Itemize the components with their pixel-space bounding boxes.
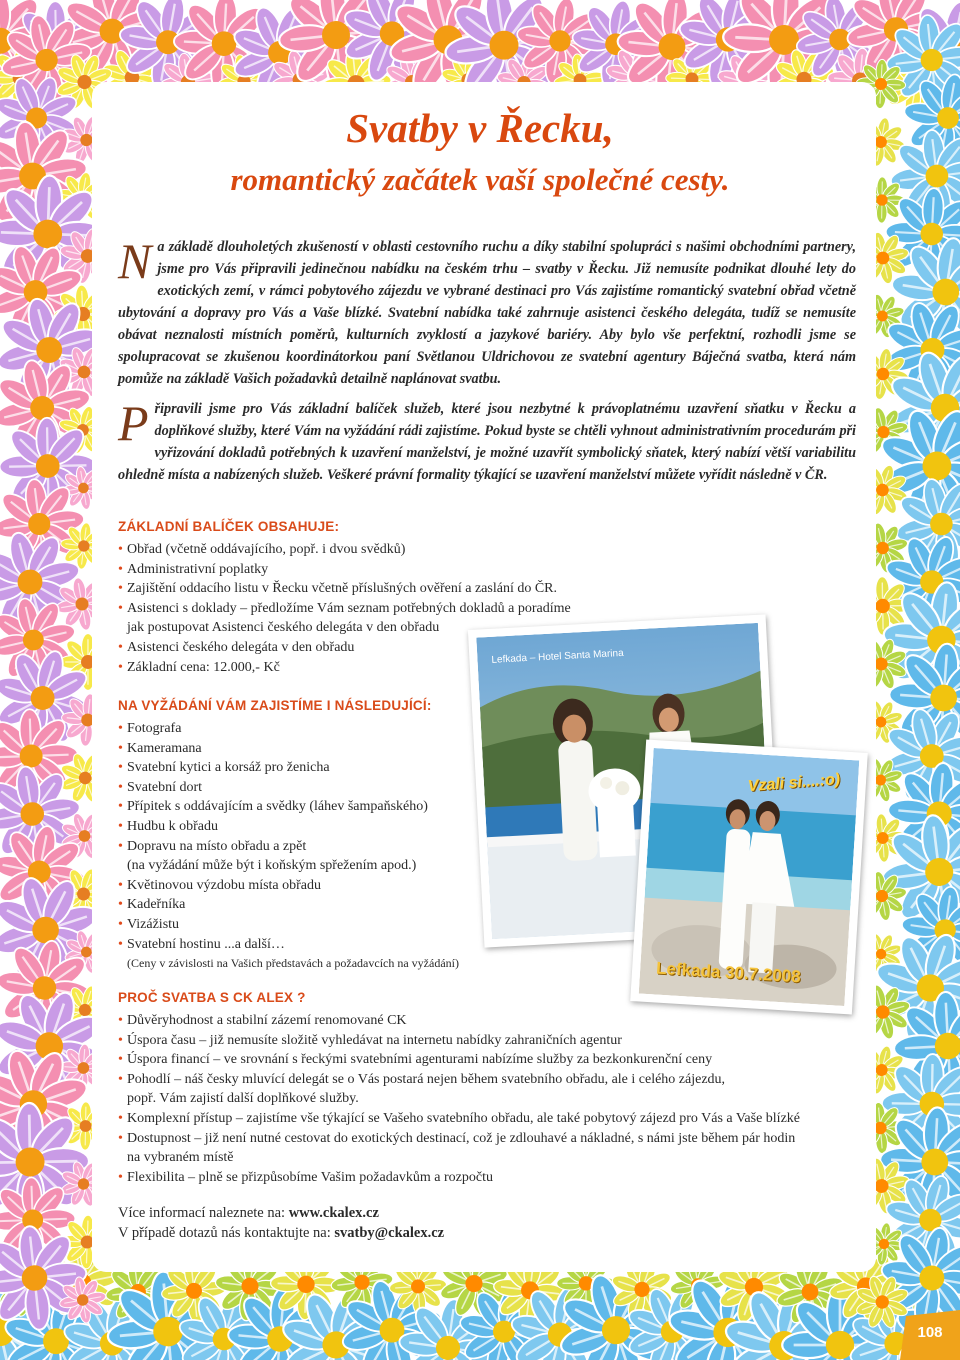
list-item: • Asistenci s doklady – předložíme Vám seznam potřebných dokladů a poradíme xyxy=(118,599,658,619)
why-heading: PROČ SVATBA S CK ALEX ? xyxy=(118,990,306,1005)
contact-web-line xyxy=(118,1203,444,1223)
page-title: Svatby v Řecku, xyxy=(346,105,614,151)
list-item: • Flexibilita – plně se přizpůsobíme Vašim požadavkům a rozpočtu xyxy=(118,1168,858,1188)
list-item: • Vizážistu xyxy=(118,915,498,935)
list-item: (na vyžádání může být i koňským spřežením apod.) xyxy=(127,858,417,874)
list-item: • Kameramana xyxy=(118,739,498,759)
intro-paragraph-2-text: řipravili jsme pro Vás základní balíček služeb, které jsou nezbytné k právoplatnému uzavření sňatku v Řecku a doplňkové služby, které Vám na vyžádání rádi zajistíme. Pokud byste se chtěli vyhnout administrativním procedurám při vyřizování dokladů potřebných k uzavření manželství, je možné uzavřít symbolický sňatek, který nabízí větší variabilitu ohledně místa a nabízených služeb. Veškeré právní formality týkající se uzavření manželství můžete vyřídit následně v ČR. xyxy=(118,401,856,483)
dropcap-p: P xyxy=(118,395,149,451)
list-item: • Důvěryhodnost a stabilní zázemí renomované CK xyxy=(118,1011,858,1031)
list-item: • Komplexní přístup – zajistíme vše týkající se Vašeho svatebního obřadu, ale také pobytový zájezd pro Vás a Vaše blízké xyxy=(118,1109,858,1129)
list-item: • Kadeřníka xyxy=(118,895,498,915)
page-subtitle: romantický začátek vaší společné cesty. xyxy=(230,162,730,197)
contact-email-label: V případě dotazů nás kontaktujte na: xyxy=(118,1225,335,1241)
list-item: popř. Vám zajistí další doplňkové služby. xyxy=(127,1091,359,1107)
list-item: • Úspora času – již nemusíte složitě vyhledávat na internetu nabídky zahraničních agentur xyxy=(118,1031,858,1051)
on-request-heading: NA VYŽÁDÁNÍ VÁM ZAJISTÍME I NÁSLEDUJÍCÍ: xyxy=(118,698,432,713)
list-item: • Asistenci českého delegáta v den obřadu xyxy=(118,638,658,658)
photo-beach-caption: Lefkada 30.7.2008 xyxy=(655,958,802,987)
basic-package-heading: ZÁKLADNÍ BALÍČEK OBSAHUJE: xyxy=(118,519,340,534)
intro-paragraph-2 xyxy=(118,395,856,486)
intro-paragraph-1 xyxy=(118,233,856,390)
list-item: • Svatební kytici a korsáž pro ženicha xyxy=(118,758,498,778)
list-item: • Obřad (včetně oddávajícího, popř. i dvou svědků) xyxy=(118,540,658,560)
list-item: • Dostupnost – již není nutné cestovat do exotických destinací, což je zdlouhavé a nákladné, s námi jste během pár hodin xyxy=(118,1129,858,1149)
page-number: 108 xyxy=(917,1324,943,1341)
photo-beach-tag: Vzali si....:o) xyxy=(746,770,841,796)
contact-block xyxy=(118,1203,444,1243)
intro-paragraph-1-text: a základě dlouholetých zkušeností v oblasti cestovního ruchu a díky stabilní spolupráci s našimi obchodními partnery, jsme pro Vás připravili jedinečnou nabídku na českém trhu – svatby v Řecku. Již nemusíte podnikat dlouhé lety do exotických zemí, v rámci pobytového zájezdu ve vybrané destinaci pro Vás zajistíme romantický svatební obřad včetně ubytování a dopravy pro Vás a Vaše blízké. Svatební nabídka také zahrnuje asistenci českého delegáta, tudíž se nemusíte obávat neznalosti místních poměrů, kulturních zvyklostí a jazykové bariéry. Aby bylo vše perfektní, rozhodli jsme se spolupracovat se zkušenou koordinátorkou paní Světlanou Uldrichovou ze svatební agentury Báječná svatba, která nám pomůže na základě Vašich požadavků detailně naplánovat svatbu. xyxy=(118,239,856,387)
list-item: na vybraném místě xyxy=(127,1150,234,1166)
contact-email-line xyxy=(118,1223,444,1243)
email-link[interactable]: svatby@ckalex.cz xyxy=(334,1225,445,1241)
wedding-photo-beach xyxy=(630,739,868,1014)
on-request-list xyxy=(118,719,498,974)
list-item: • Pohodlí – náš česky mluvící delegát se o Vás postará nejen během svatebního obřadu, ale i celého zájezdu, xyxy=(118,1070,858,1090)
contact-web-label: Více informací naleznete na: xyxy=(118,1205,289,1221)
website-link[interactable]: www.ckalex.cz xyxy=(288,1205,379,1221)
list-item: • Fotografa xyxy=(118,719,498,739)
list-item: • Hudbu k obřadu xyxy=(118,817,498,837)
list-item: • Dopravu na místo obřadu a zpět xyxy=(118,837,498,857)
list-item: • Základní cena: 12.000,- Kč xyxy=(118,658,658,678)
list-item: • Svatební dort xyxy=(118,778,498,798)
why-list xyxy=(118,1011,858,1187)
list-item: • Úspora financí – ve srovnání s řeckými svatebními agenturami nabízíme služby za bezkonkurenční ceny xyxy=(118,1050,858,1070)
list-item: • Svatební hostinu ...a další… xyxy=(118,935,498,955)
list-item: (Ceny v závislosti na Vašich představách a požadavcích na vyžádání) xyxy=(127,956,459,971)
list-item: • Květinovou výzdobu místa obřadu xyxy=(118,876,498,896)
photo-hotel-caption: Lefkada – Hotel Santa Marina xyxy=(491,647,624,666)
photo-beach-image xyxy=(639,748,860,1006)
list-item: jak postupovat Asistenci českého delegáta v den obřadu xyxy=(127,620,440,636)
list-item: • Administrativní poplatky xyxy=(118,560,658,580)
list-item: • Zajištění oddacího listu v Řecku včetně příslušných ověření a zaslání do ČR. xyxy=(118,579,658,599)
list-item: • Přípitek s oddávajícím a svědky (láhev šampaňského) xyxy=(118,797,498,817)
dropcap-n: N xyxy=(118,233,152,289)
